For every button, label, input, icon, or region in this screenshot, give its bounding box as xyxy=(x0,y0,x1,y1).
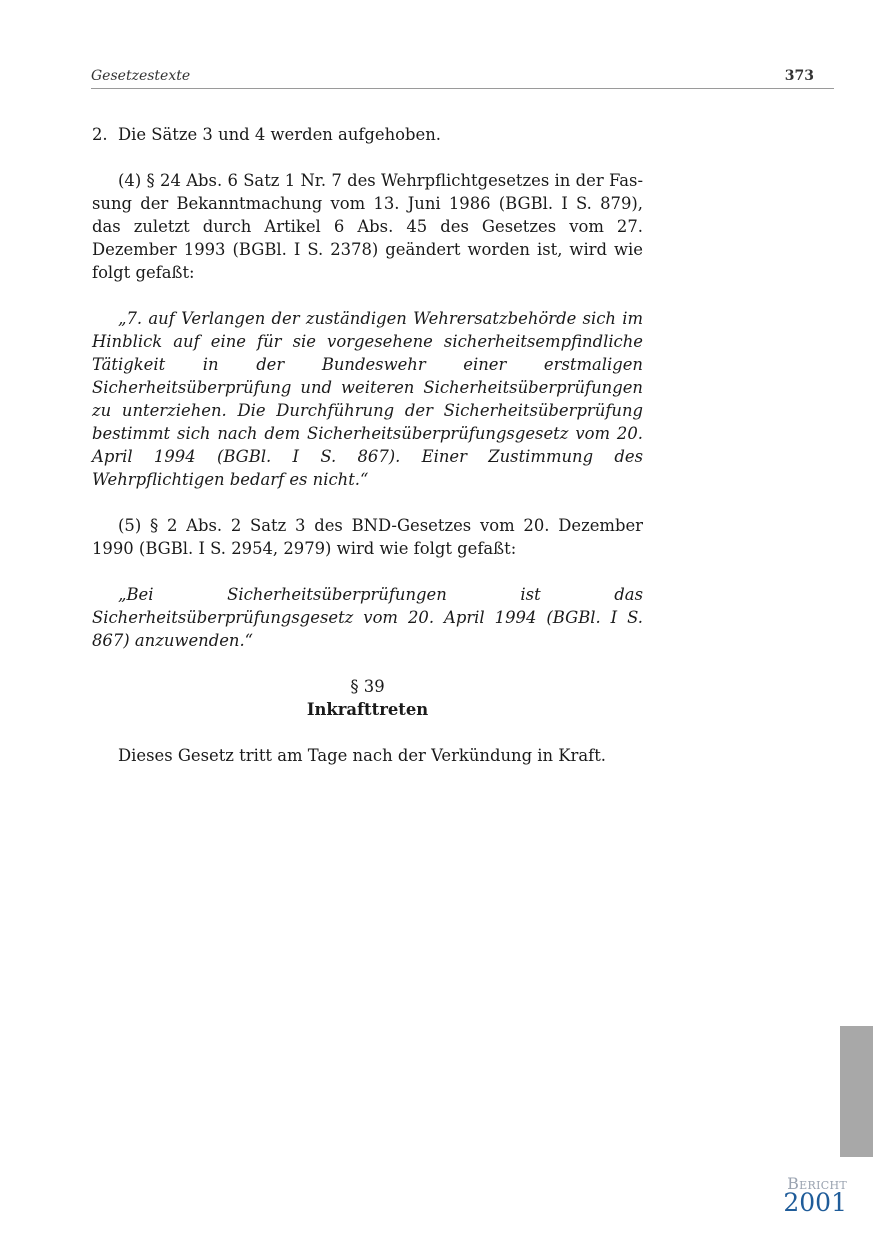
section-number: § 39 xyxy=(350,677,385,696)
running-header xyxy=(91,66,834,89)
final-provision: Dieses Gesetz tritt am Tage nach der Verkündung in Kraft. xyxy=(118,746,607,765)
list-item-2 xyxy=(92,123,643,146)
page-body xyxy=(92,123,643,790)
paragraph-5: (5) § 2 Abs. 2 Satz 3 des BND-Gesetzes vom 20. Dezember 1990 (BGBl. I S. 2954, 2979) wird wie folgt gefaßt: xyxy=(92,516,643,558)
section-heading xyxy=(92,675,643,721)
logo-year: 2001 xyxy=(783,1188,847,1217)
logo-word: Bericht xyxy=(787,1174,847,1193)
quote-wehrpflichtgesetz: „7. auf Verlangen der zuständigen Wehrersatzbehörde sich im Hinblick auf eine für sie vorgesehene sicherheitsempfindliche Tätigkeit in der Bundeswehr einer erstmaligen Sicherheitsüberprüfung und weiteren Sicherheitsüberprüfungen zu unterziehen. Die Durchführung der Sicherheitsüberprüfung bestimmt sich nach dem Sicherheitsüberprüfungsgesetz vom 20. April 1994 (BGBl. I S. 867). Einer Zustimmung des Wehrpflichtigen bedarf es nicht.“ xyxy=(92,309,643,489)
report-logo xyxy=(783,1176,847,1215)
list-item-number: 2. xyxy=(92,125,108,144)
section-title: Inkrafttreten xyxy=(306,700,429,719)
quote-bnd-gesetz: „Bei Sicherheitsüberprüfungen ist das Sicherheitsüberprüfungsgesetz vom 20. April 1994 (BGBl. I S. 867) anzuwenden.“ xyxy=(92,585,643,650)
page-number: 373 xyxy=(784,68,814,84)
header-section-title: Gesetzestexte xyxy=(91,68,191,84)
paragraph-4: (4) § 24 Abs. 6 Satz 1 Nr. 7 des Wehrpflichtgesetzes in der Fassung der Bekanntmachung vom 13. Juni 1986 (BGBl. I S. 879), das zuletzt durch Artikel 6 Abs. 45 des Gesetzes vom 27. Dezember 1993 (BGBl. I S. 2378) geändert worden ist, wird wie folgt gefaßt: xyxy=(92,171,643,282)
list-item-text: Die Sätze 3 und 4 werden aufgehoben. xyxy=(118,125,442,144)
chapter-thumb-tab xyxy=(840,1026,873,1157)
